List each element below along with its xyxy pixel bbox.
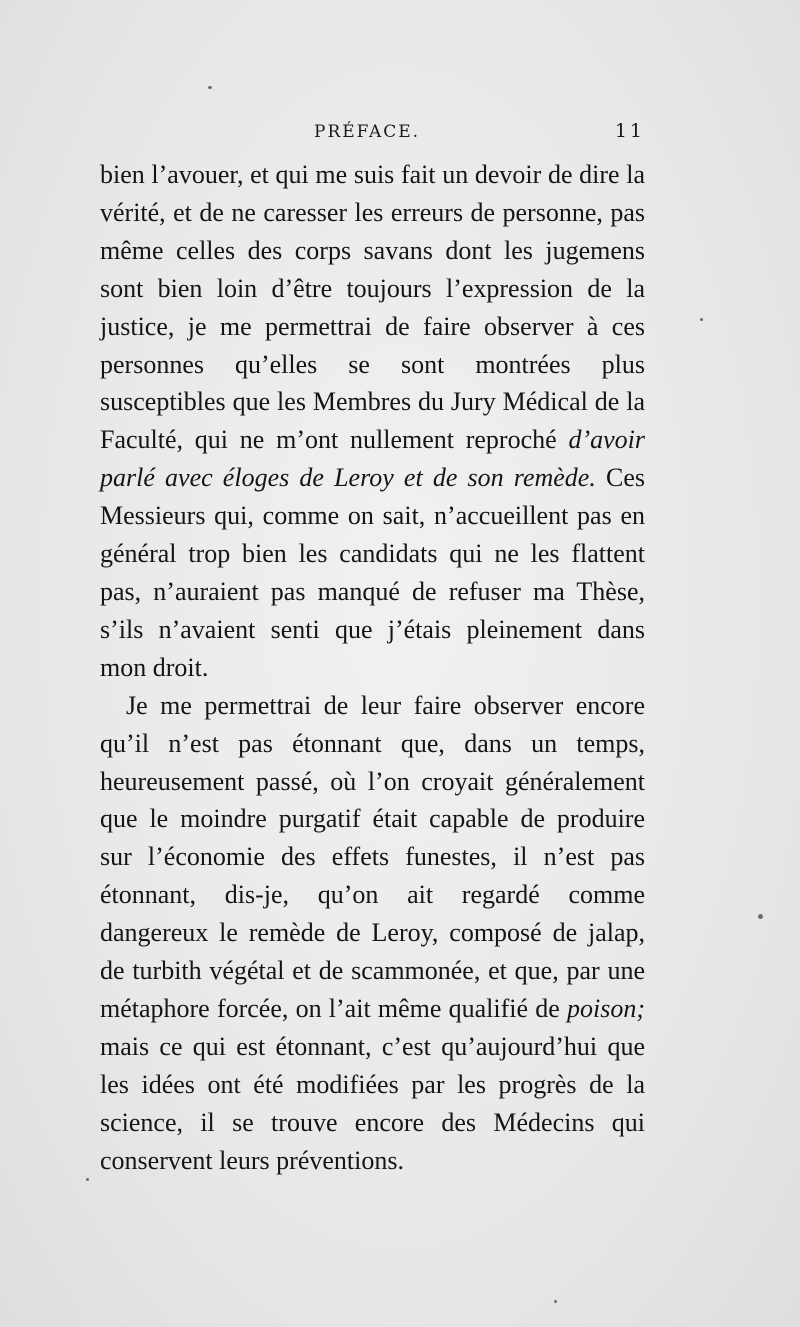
body-text — [100, 156, 645, 1179]
paper-speck — [700, 318, 703, 321]
paper-speck — [208, 86, 212, 89]
paragraph-1-text-end: Ces Messieurs qui, comme on sait, n’accueillent pas en général trop bien les candidats qui ne les flattent pas, n’auraient pas manqué de refuser ma Thèse, s’ils n’avaient senti que j’étais pleinement dans mon droit. — [100, 463, 645, 682]
paragraph-2-italic-word: poison; — [567, 993, 645, 1023]
running-head: PRÉFACE. — [314, 122, 421, 142]
paragraph-2 — [100, 687, 645, 1180]
paragraph-1 — [100, 156, 645, 687]
paragraph-2-text: Je me permettrai de leur faire observer encore qu’il n’est pas étonnant que, dans un temps, heureusement passé, où l’on croyait généralement que le moindre purgatif était capable de produire sur l’économie des effets funestes, il n’est pas étonnant, dis-je, qu’on ait regardé comme dangereux le remède de Leroy, composé de jalap, de turbith végétal et de scammonée, et que, par une métaphore forcée, on l’ait même qualifié de — [100, 690, 645, 1023]
paragraph-1-italic-phrase: d’avoir parlé avec éloges de Leroy et de son remède. — [100, 425, 645, 493]
paragraph-1-text: bien l’avouer, et qui me suis fait un devoir de dire la vérité, et de ne caresser les erreurs de personne, pas même celles des corps savans dont les jugemens sont bien loin d’être toujours l’expression de la justice, je me permettrai de faire observer à ces personnes qu’elles se sont montrées plus susceptibles que les Membres du Jury Médical de la Faculté, qui ne m’ont nullement reproché — [100, 160, 645, 455]
paper-speck — [554, 1300, 557, 1303]
page-header — [100, 120, 645, 150]
paper-speck — [758, 914, 763, 919]
paper-speck — [86, 1178, 89, 1181]
paragraph-2-text-end: mais ce qui est étonnant, c’est qu’aujourd’hui que les idées ont été modifiées par les progrès de la science, il se trouve encore des Médecins qui conservent leurs préventions. — [100, 1031, 645, 1175]
page-number: 11 — [614, 120, 645, 142]
